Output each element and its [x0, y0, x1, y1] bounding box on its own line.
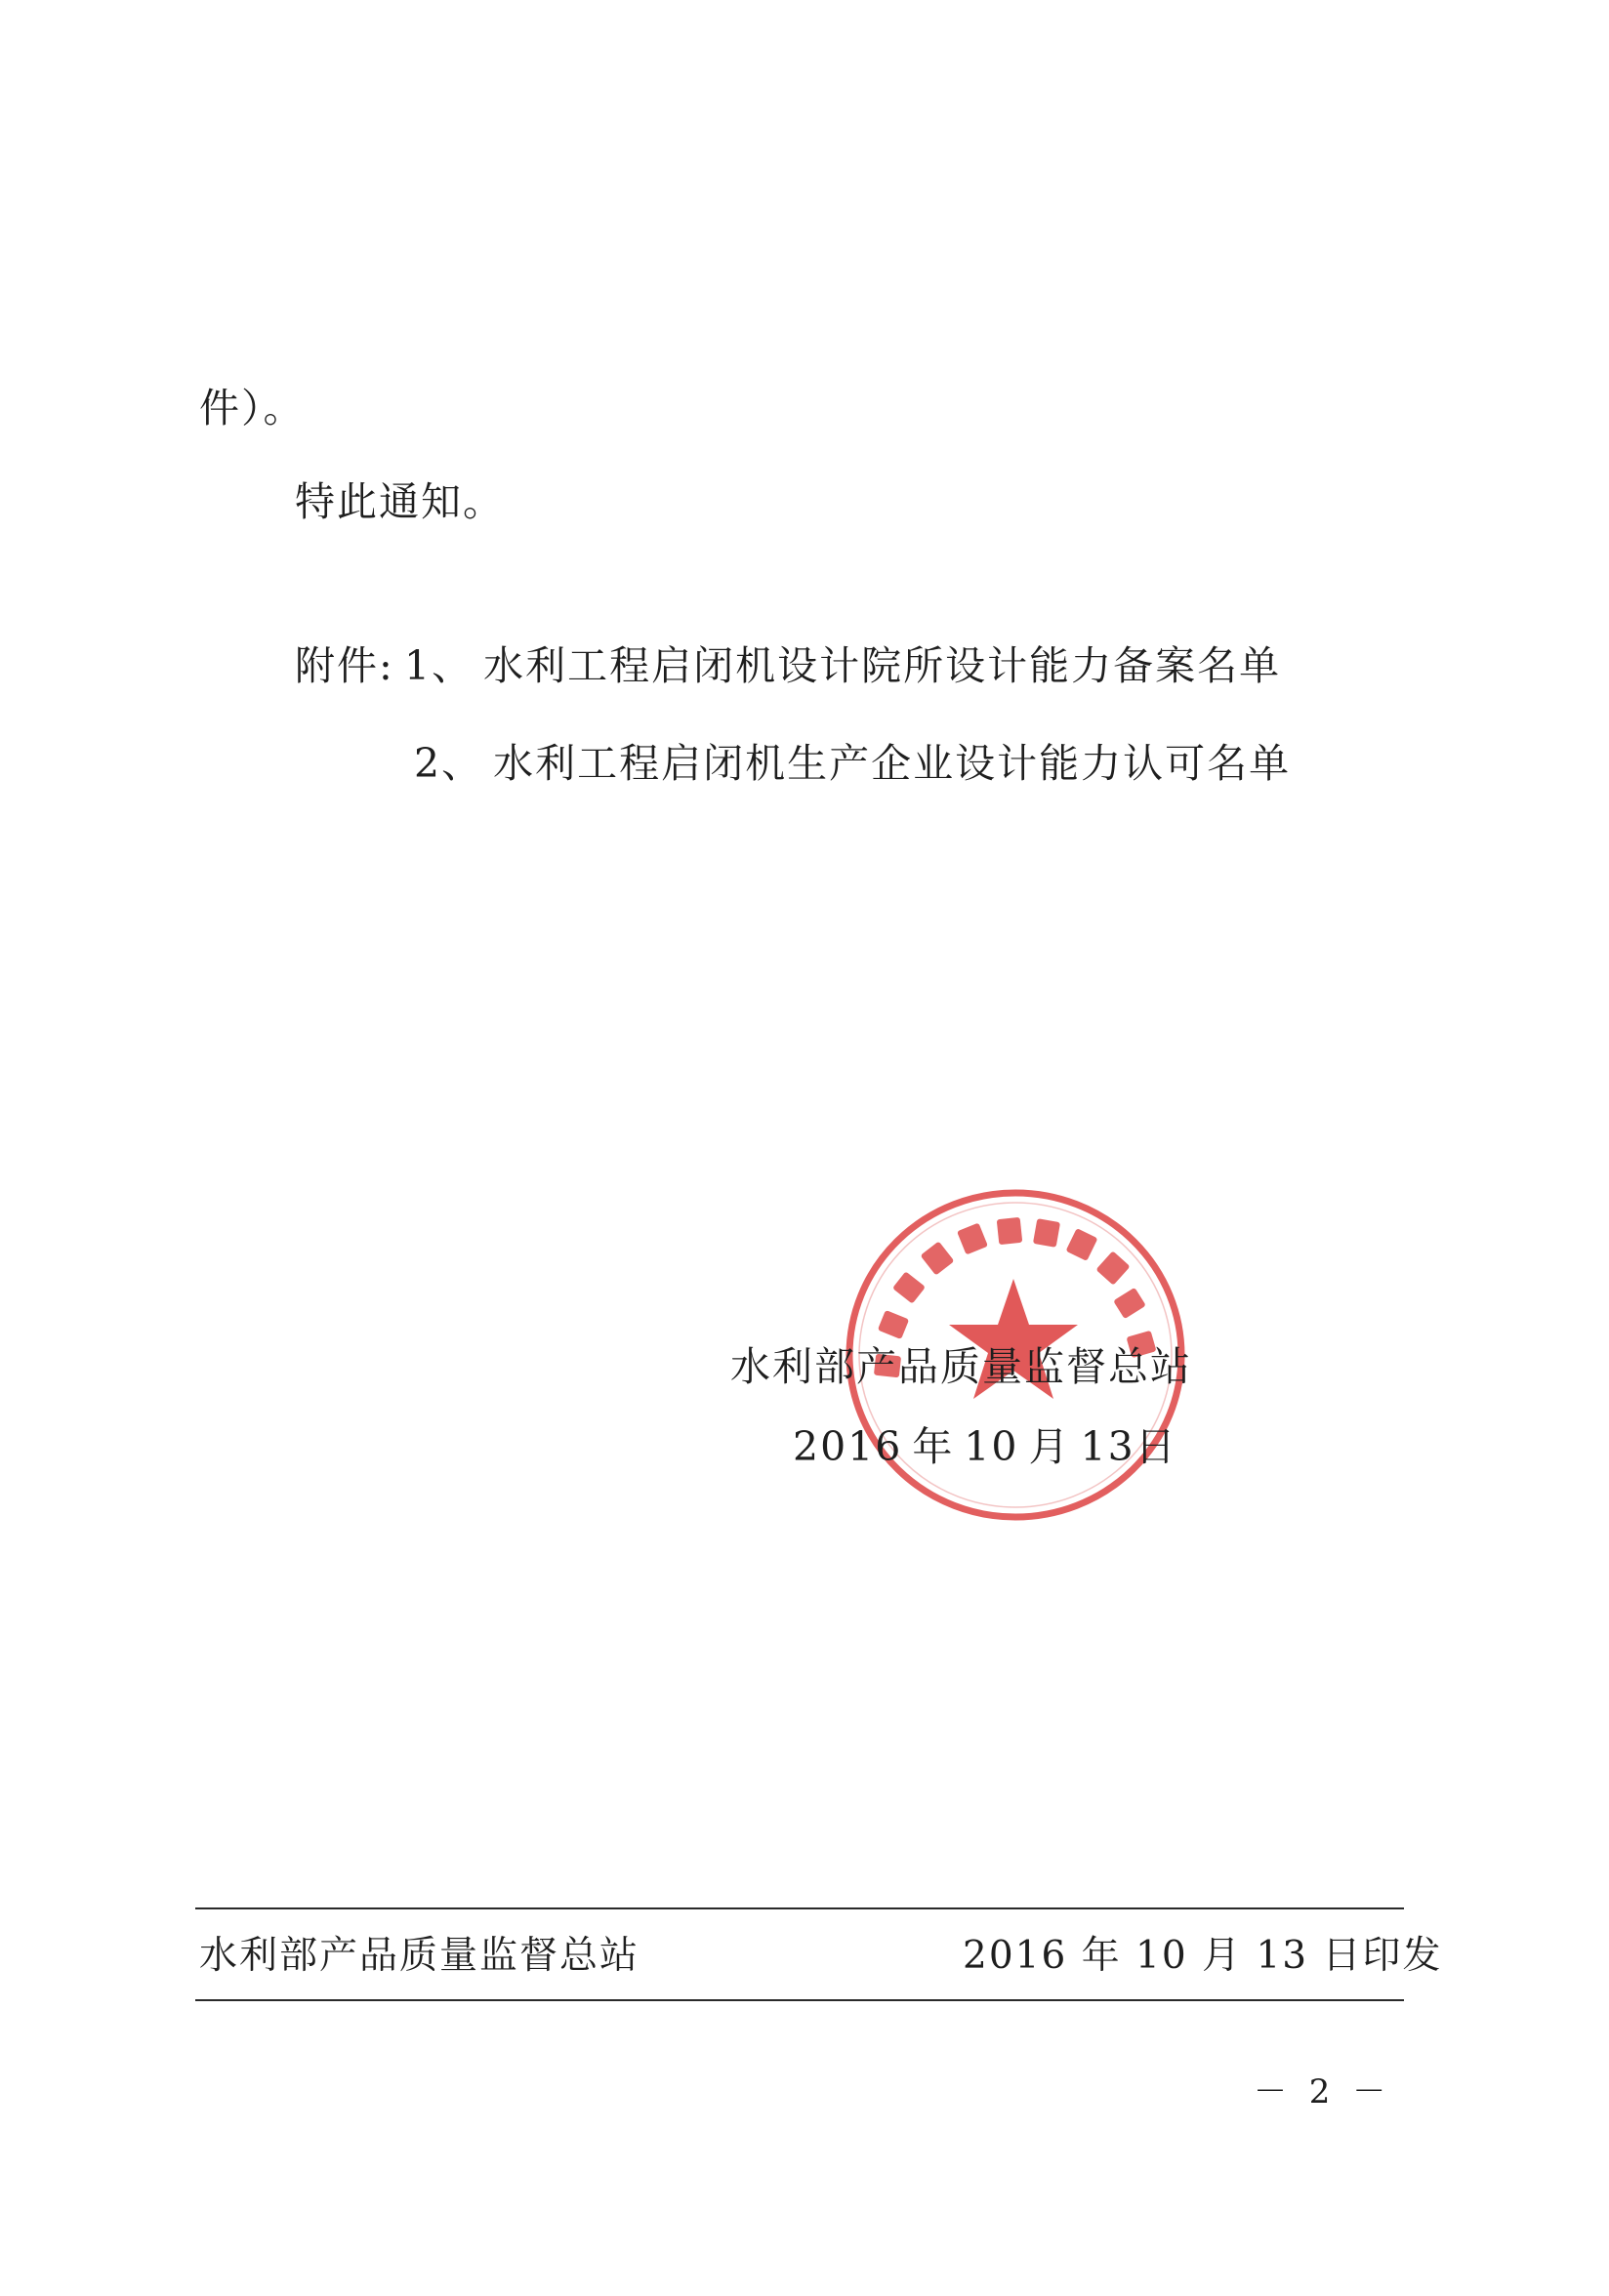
attachment-item-1 — [404, 642, 1282, 689]
date-year: 2016 — [793, 1423, 903, 1470]
attachment-item-number: 2、 — [414, 740, 484, 787]
footer-issue-date: 2016 年 10 月 13 日印发 — [963, 1934, 1443, 1978]
closing-statement: 特此通知。 — [295, 478, 505, 525]
date-year-unit: 年 — [912, 1423, 955, 1470]
date-day-unit: 日 — [1135, 1423, 1177, 1470]
signature-organization: 水利部产品质量监督总站 — [730, 1343, 1192, 1390]
date-month: 10 — [964, 1423, 1019, 1470]
footer-issuer: 水利部产品质量监督总站 — [199, 1934, 640, 1978]
page-number: － 2 － — [1254, 2072, 1392, 2112]
attachment-item-2 — [414, 740, 1292, 787]
footer-top-rule — [195, 1907, 1404, 1909]
attachment-item-title: 水利工程启闭机生产企业设计能力认可名单 — [493, 740, 1292, 787]
body-continuation: 件）。 — [199, 385, 306, 431]
attachment-item-title: 水利工程启闭机设计院所设计能力备案名单 — [483, 642, 1282, 689]
attachments-heading: 附件: — [295, 642, 394, 689]
date-day: 13 — [1080, 1423, 1135, 1470]
attachment-item-number: 1、 — [404, 642, 474, 689]
date-month-unit: 月 — [1028, 1423, 1071, 1470]
signature-date — [793, 1423, 1177, 1470]
footer-bottom-rule — [195, 1999, 1404, 2001]
